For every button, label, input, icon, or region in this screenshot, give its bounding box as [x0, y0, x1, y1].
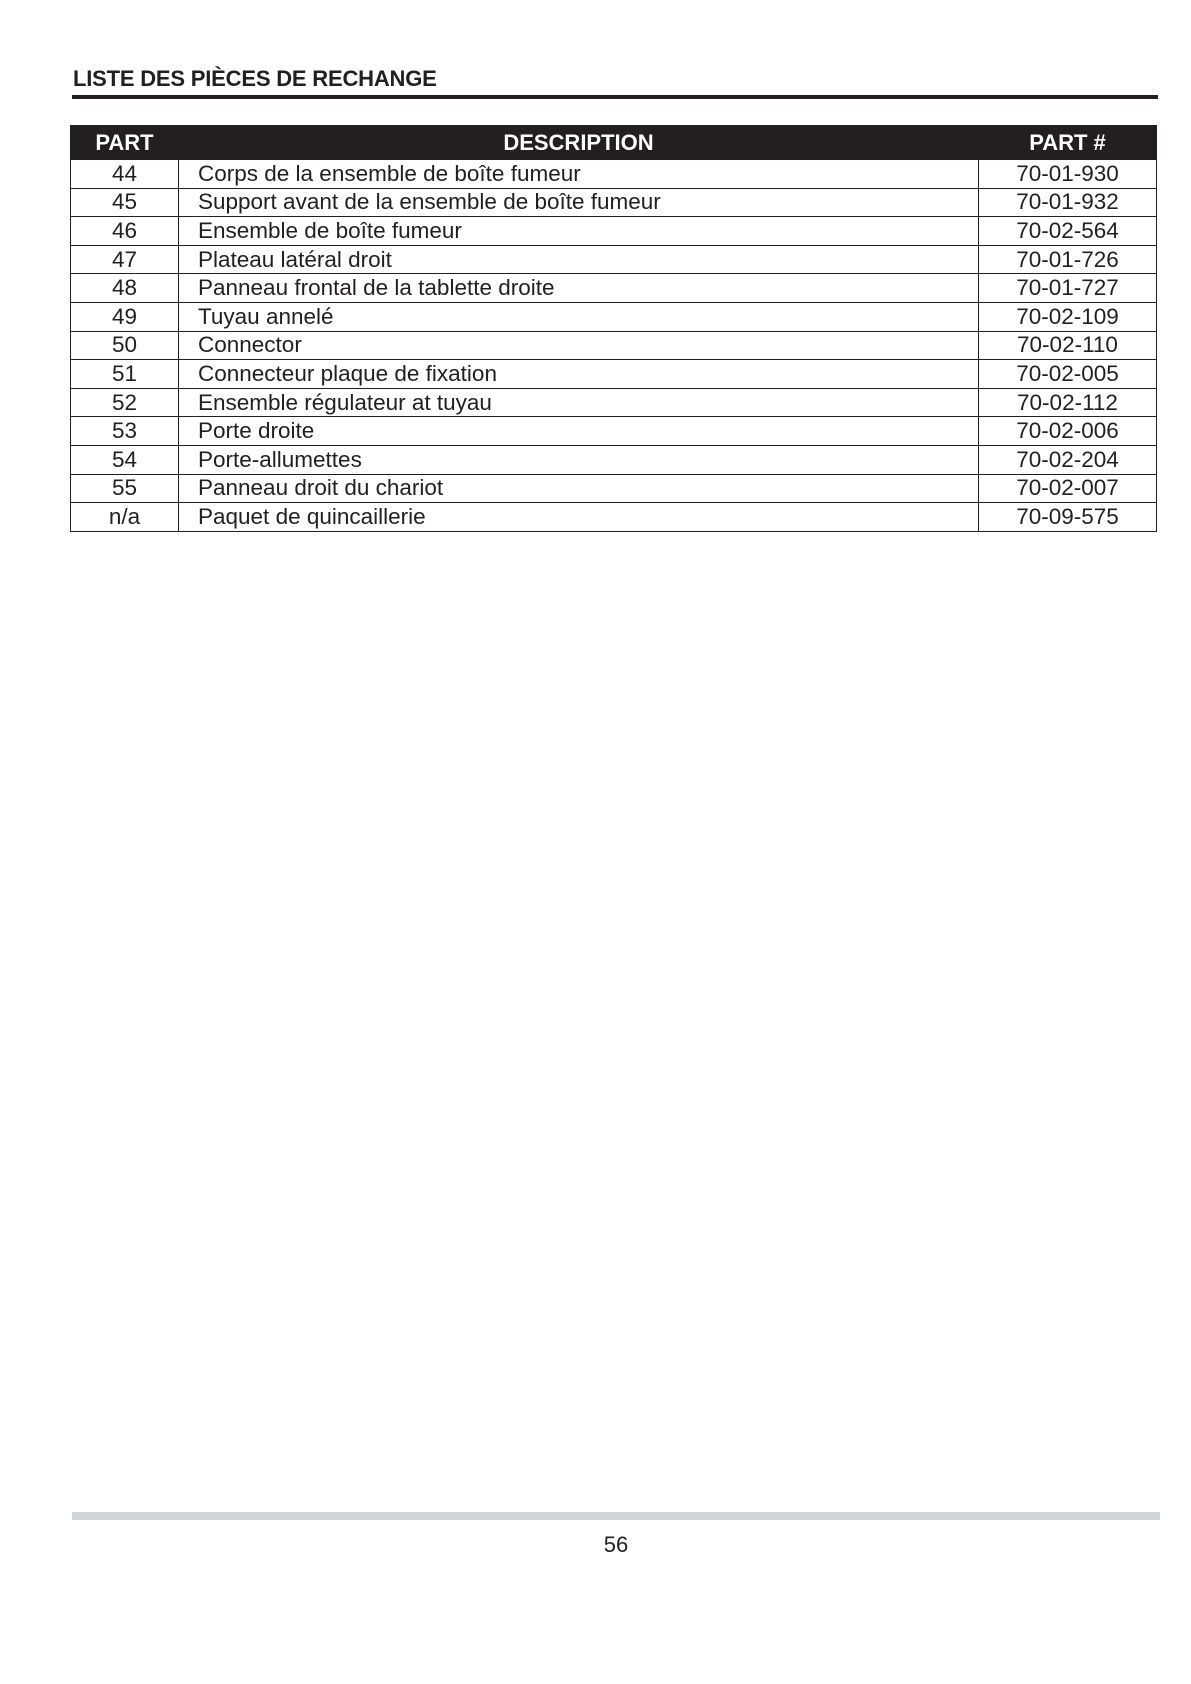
part-cell: 51 [71, 360, 179, 389]
part-cell: 53 [71, 417, 179, 446]
part-number-cell: 70-02-204 [979, 445, 1157, 474]
description-cell: Paquet de quincaillerie [179, 503, 979, 532]
page-number: 56 [603, 1532, 629, 1557]
part-number-cell: 70-02-007 [979, 474, 1157, 503]
description-cell: Plateau latéral droit [179, 245, 979, 274]
description-cell: Panneau droit du chariot [179, 474, 979, 503]
part-cell: 44 [71, 160, 179, 189]
header-description: DESCRIPTION [179, 126, 979, 160]
description-cell: Tuyau annelé [179, 302, 979, 331]
footer-rule [72, 1512, 1160, 1520]
title-rule [72, 95, 1158, 99]
table-row [71, 188, 1157, 217]
header-part: PART [71, 126, 179, 160]
section-title: LISTE DES PIÈCES DE RECHANGE [73, 66, 437, 91]
part-number-cell: 70-02-110 [979, 331, 1157, 360]
part-number-cell: 70-02-564 [979, 217, 1157, 246]
table-row [71, 445, 1157, 474]
description-cell: Porte-allumettes [179, 445, 979, 474]
description-cell: Connector [179, 331, 979, 360]
table-row [71, 388, 1157, 417]
part-cell: 49 [71, 302, 179, 331]
part-number-cell: 70-01-727 [979, 274, 1157, 303]
part-cell: 46 [71, 217, 179, 246]
part-number-cell: 70-02-109 [979, 302, 1157, 331]
part-number-cell: 70-01-930 [979, 160, 1157, 189]
table-row [71, 360, 1157, 389]
description-cell: Connecteur plaque de fixation [179, 360, 979, 389]
description-cell: Panneau frontal de la tablette droite [179, 274, 979, 303]
description-cell: Corps de la ensemble de boîte fumeur [179, 160, 979, 189]
table-row [71, 417, 1157, 446]
part-cell: 45 [71, 188, 179, 217]
part-cell: 54 [71, 445, 179, 474]
header-part-number: PART # [979, 126, 1157, 160]
part-number-cell: 70-01-932 [979, 188, 1157, 217]
parts-table [70, 125, 1157, 532]
description-cell: Support avant de la ensemble de boîte fumeur [179, 188, 979, 217]
part-number-cell: 70-02-112 [979, 388, 1157, 417]
table-row [71, 331, 1157, 360]
description-cell: Ensemble régulateur at tuyau [179, 388, 979, 417]
table-row [71, 217, 1157, 246]
part-number-cell: 70-09-575 [979, 503, 1157, 532]
table-row [71, 503, 1157, 532]
part-cell: 48 [71, 274, 179, 303]
description-cell: Ensemble de boîte fumeur [179, 217, 979, 246]
part-cell: 55 [71, 474, 179, 503]
table-row [71, 160, 1157, 189]
description-cell: Porte droite [179, 417, 979, 446]
part-cell: 52 [71, 388, 179, 417]
part-number-cell: 70-02-005 [979, 360, 1157, 389]
table-row [71, 474, 1157, 503]
part-cell: 50 [71, 331, 179, 360]
table-row [71, 245, 1157, 274]
table-row [71, 274, 1157, 303]
table-header-row [71, 126, 1157, 160]
part-number-cell: 70-02-006 [979, 417, 1157, 446]
part-cell: n/a [71, 503, 179, 532]
part-number-cell: 70-01-726 [979, 245, 1157, 274]
table-row [71, 302, 1157, 331]
part-cell: 47 [71, 245, 179, 274]
